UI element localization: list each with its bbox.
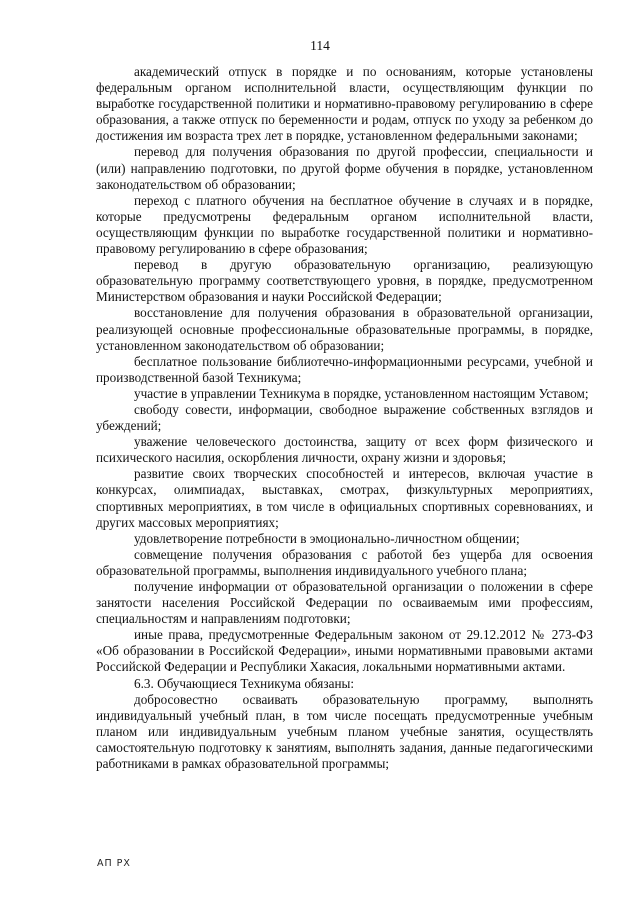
document-body	[96, 64, 593, 772]
paragraph-creative-development: развитие своих творческих способностей и интересов, включая участие в конкурсах, олимпиадах, выставках, смотрах, физкультурных мероприятиях, спортивных мероприятиях, в том числе в официальных спортивных соревнованиях, и других массовых мероприятиях;	[96, 466, 593, 530]
paragraph-paid-to-free: переход с платного обучения на бесплатное обучение в случаях и в порядке, которые предусмотрены федеральным органом исполнительной власти, осуществляющим функции по выработке государственной политики и нормативно-правовому регулированию в сфере образования;	[96, 192, 593, 257]
paragraph-emotional-needs: удовлетворение потребности в эмоционально-личностном общении;	[134, 530, 520, 546]
paragraph-transfer-other-organization: перевод в другую образовательную организацию, реализующую образовательную программу соответствующего уровня, в порядке, предусмотренном Министерством образования и науки Российской Федерации;	[96, 257, 593, 305]
paragraph-academic-leave: академический отпуск в порядке и по основаниям, которые установлены федеральным органом исполнительной власти, осуществляющим функции по выработке государственной политики и нормативно-правовому регулированию в сфере образования, а также отпуск по беременности и родам, отпуск по уходу за ребенком до достижения им возраста трех лет в порядке, установленном федеральными законами;	[96, 64, 593, 144]
paragraph-human-dignity: уважение человеческого достоинства, защиту от всех форм физического и психического насилия, оскорбления личности, охрану жизни и здоровья;	[96, 434, 593, 466]
footer-mark: АП РХ	[97, 858, 131, 869]
paragraph-diligent-study: добросовестно осваивать образовательную программу, выполнять индивидуальный учебный план, в том числе посещать предусмотренные учебным планом или индивидуальным учебным планом учебные занятия, осуществлять самостоятельную подготовку к занятиям, выполнять задания, данные педагогическими работниками в рамках образовательной программы;	[96, 691, 593, 772]
page-number: 114	[310, 38, 330, 53]
paragraph-management-participation: участие в управлении Техникума в порядке, установленном настоящим Уставом;	[134, 385, 589, 401]
paragraph-transfer-other-profession: перевод для получения образования по другой профессии, специальности и (или) направлению подготовки, по другой форме обучения в порядке, установленном законодательством об образовании;	[96, 144, 593, 192]
paragraph-other-rights: иные права, предусмотренные Федеральным законом от 29.12.2012 № 273-ФЗ «Об образовании в Российской Федерации», иными нормативными правовыми актами Российской Федерации и Республики Хакасия, локальными нормативными актами.	[96, 627, 593, 675]
paragraph-employment-information: получение информации от образовательной организации о положении в сфере занятости населения Российской Федерации по осваиваемым ими профессиям, специальностям и направлениям подготовки;	[96, 579, 593, 627]
paragraph-work-combination: совмещение получения образования с работой без ущерба для освоения образовательной программы, выполнения индивидуального учебного плана;	[96, 546, 593, 578]
paragraph-library-use: бесплатное пользование библиотечно-информационными ресурсами, учебной и производственной базой Техникума;	[96, 353, 593, 385]
section-heading-obligations: 6.3. Обучающиеся Техникума обязаны:	[134, 675, 355, 691]
paragraph-freedom-of-conscience: свободу совести, информации, свободное выражение собственных взглядов и убеждений;	[96, 401, 593, 434]
paragraph-restoration: восстановление для получения образования в образовательной организации, реализующей основные профессиональные образовательные программы, в порядке, установленном законодательством об образовании;	[96, 305, 593, 353]
